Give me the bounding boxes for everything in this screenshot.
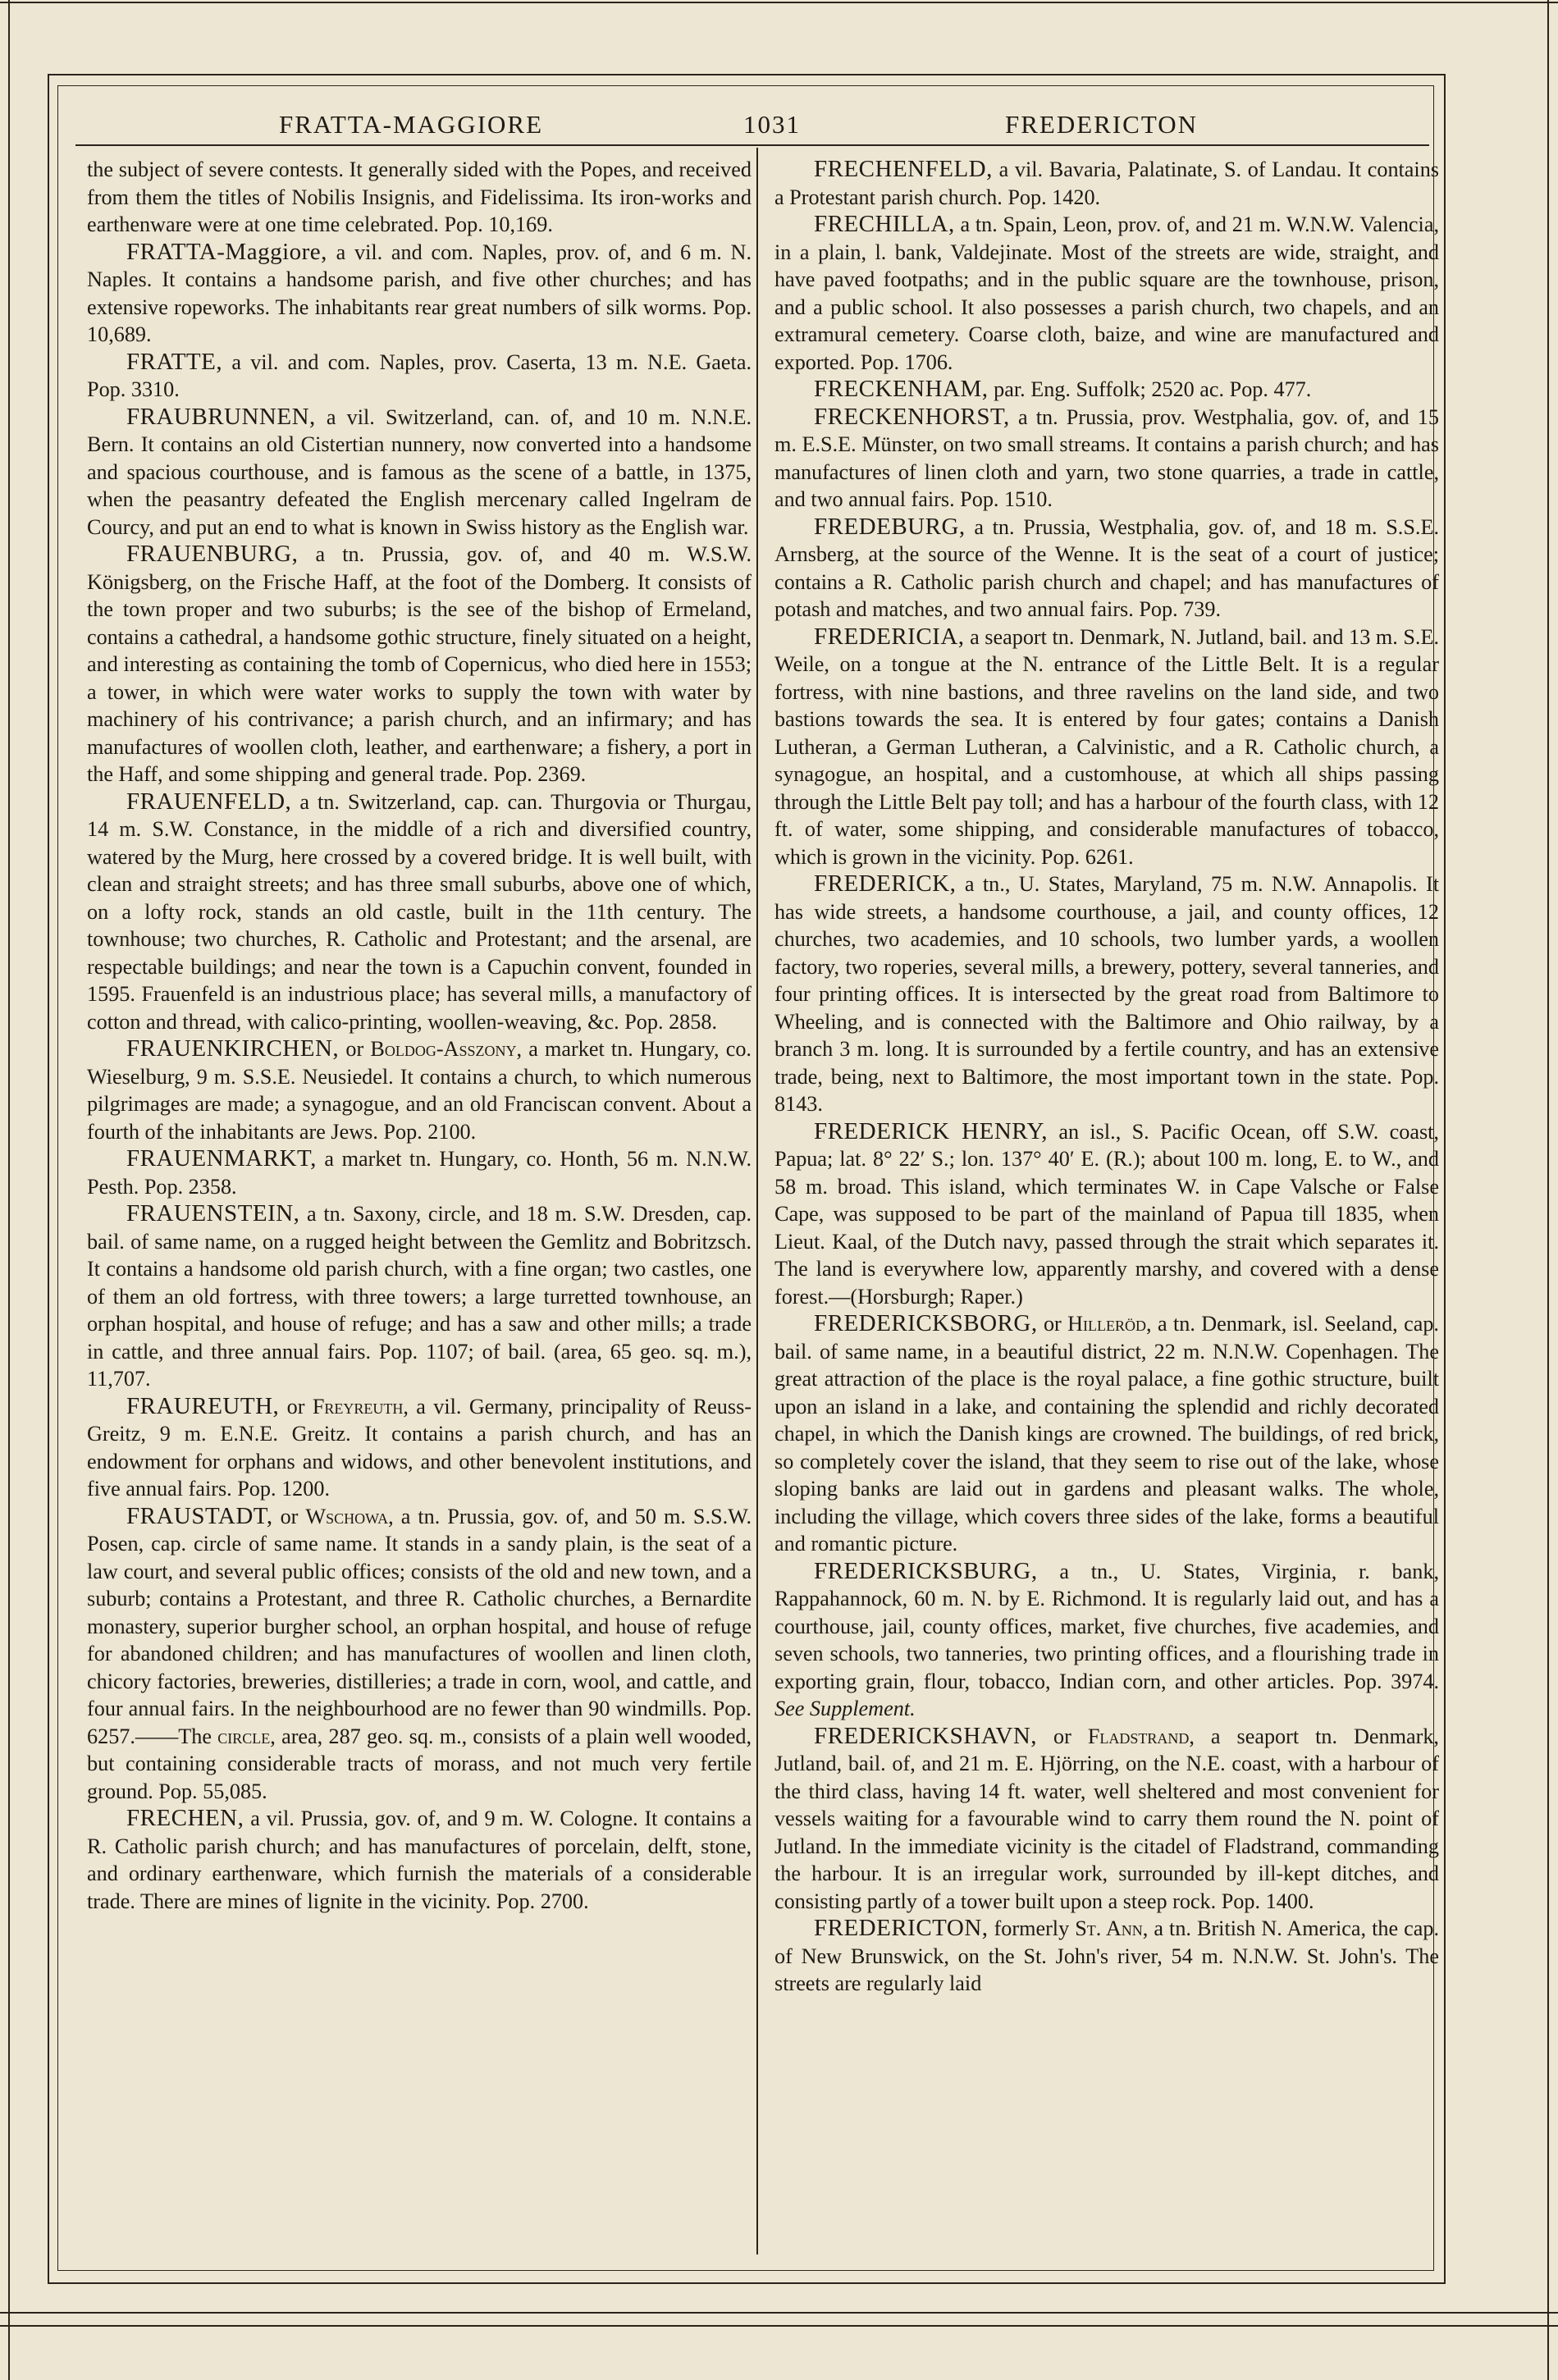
entry-frauenfeld: FRAUENFELD, a tn. Switzerland, cap. can. Thurgovia or Thurgau, 14 m. S.W. Constance, in the middle of a rich and diversified country, watered by the Murg, here crossed by a covered bridge. It is well built, with clean and straight streets; and has three small suburbs, above one of which, on a lofty rock, stands an old castle, built in the 11th century. The townhouse; two churches, R. Catholic and Protestant; and the arsenal, are respectable buildings; and near the town is a Capuchin convent, founded in 1595. Frauenfeld is an industrious place; has several mills, a manufactory of cotton and thread, with calico-printing, woollen-weaving, &c. Pop. 2858. bbox=[87, 788, 752, 1034]
alt-name: Boldog-Asszony, bbox=[370, 1037, 523, 1061]
bottom-rule-2 bbox=[0, 2325, 1558, 2327]
entry-frechenfeld: FRECHENFELD, a vil. Bavaria, Palatinate, S. of Landau. It contains a Protestant parish church. Pop. 1420. bbox=[774, 156, 1439, 209]
alt-name: Freyreuth, bbox=[312, 1394, 409, 1418]
headword: FRECKENHAM, bbox=[814, 376, 989, 402]
headword: FRAUENKIRCHEN, bbox=[126, 1035, 340, 1062]
headword: FREDERICKSBORG, bbox=[814, 1310, 1038, 1336]
entry-fredericksburg: FREDERICKSBURG, a tn., U. States, Virginia, r. bank, Rappahannock, 60 m. N. by E. Richmond. It is regularly laid out, and has a courthouse, jail, county offices, market, five churches, five academies, and seven schools, two tanneries, two printing offices, and a flourishing trade in exporting grain, flour, tobacco, Indian corn, and other articles. Pop. 3974. See Supplement. bbox=[774, 1557, 1439, 1720]
headword: FREDERICKSHAVN, bbox=[814, 1722, 1038, 1749]
entry-fraureuth: FRAUREUTH, or Freyreuth, a vil. Germany, principality of Reuss-Greitz, 9 m. E.N.E. Greitz. It contains a parish church, and has an endowment for orphans and widows, and other benevolent institutions, and five annual fairs. Pop. 1200. bbox=[87, 1392, 752, 1501]
headword: FREDERICK, bbox=[814, 870, 957, 897]
right-column bbox=[774, 156, 1439, 1998]
entry-frauenmarkt: FRAUENMARKT, a market tn. Hungary, co. Honth, 56 m. N.N.W. Pesth. Pop. 2358. bbox=[87, 1145, 752, 1199]
entry-frederick: FREDERICK, a tn., U. States, Maryland, 75 m. N.W. Annapolis. It has wide streets, a handsome courthouse, a jail, and county offices, 12 churches, two academies, and 10 schools, two lumber yards, a woollen factory, two roperies, several mills, a brewery, pottery, several tanneries, and four printing offices. It is intersected by the great road from Baltimore to Wheeling, and is connected with the Baltimore and Ohio railway, by a branch 3 m. long. It is surrounded by a fertile country, and has an extensive trade, being, next to Baltimore, the most important town in the state. Pop. 8143. bbox=[774, 870, 1439, 1116]
left-column bbox=[87, 156, 752, 1915]
headword: FRAUSTADT, bbox=[126, 1502, 273, 1529]
entry-frauenburg: FRAUENBURG, a tn. Prussia, gov. of, and 40 m. W.S.W. Königsberg, on the Frische Haff, at the foot of the Domberg. It consists of the town proper and two suburbs; is the see of the bishop of Ermeland, contains a cathedral, a handsome gothic structure, finely situated on a height, and interesting as containing the tomb of Copernicus, who died here in 1553; a tower, in which were water works to supply the town with water by machinery of his contrivance; a parish church, and an infirmary; and has manufactures of woollen cloth, leather, and earthenware; a fishery, a port in the Haff, and some shipping and general trade. Pop. 2369. bbox=[87, 541, 752, 786]
page-number: 1031 bbox=[743, 110, 801, 139]
entry-fratte: FRATTE, a vil. and com. Naples, prov. Caserta, 13 m. N.E. Gaeta. Pop. 3310. bbox=[87, 348, 752, 401]
alt-name: Wschowa, bbox=[305, 1504, 394, 1528]
headword: FRECHENFELD, bbox=[814, 156, 993, 182]
headword: FRAUENFELD, bbox=[126, 788, 292, 815]
header-right-keyword: FREDERICTON bbox=[1005, 110, 1199, 139]
page-bottom-margin bbox=[0, 2297, 1558, 2380]
entry-fredericksborg: FREDERICKSBORG, or Hilleröd, a tn. Denmark, isl. Seeland, cap. bail. of same name, in a beautiful district, 22 m. N.N.W. Copenhagen. The great attraction of the place is the royal palace, a fine gothic structure, built upon an island in a lake, and containing the splendid and richly decorated chapel, in which the Danish kings are crowned. The buildings, of red brick, so completely cover the island, that they seem to rise out of the lake, whose sloping banks are laid out in gardens and pleasant walks. The whole, including the village, which covers three sides of the lake, forms a beautiful and romantic picture. bbox=[774, 1310, 1439, 1555]
headword: FREDERICTON, bbox=[814, 1915, 989, 1941]
entry-fraustadt: FRAUSTADT, or Wschowa, a tn. Prussia, gov. of, and 50 m. S.S.W. Posen, cap. circle of same name. It stands in a sandy plain, is the seat of a law court, and several public offices; consists of the old and new town, and a suburb; contains a Protestant, and three R. Catholic churches, a Bernardite monastery, superior burgher school, an orphan hospital, and house of refuge for abandoned children; and has manufactures of woollen and linen cloth, chicory factories, breweries, distilleries; a trade in corn, wool, and cattle, and four annual fairs. In the neighbourhood are no fewer than 90 windmills. Pop. 6257.——The circle, area, 287 geo. sq. m., consists of a plain well wooded, but containing considerable tracts of morass, and not much very fertile ground. Pop. 55,085. bbox=[87, 1502, 752, 1803]
circle-label: circle, bbox=[217, 1724, 276, 1748]
top-edge-line bbox=[0, 2, 1558, 3]
entry-fraubrunnen: FRAUBRUNNEN, a vil. Switzerland, can. of, and 10 m. N.N.E. Bern. It contains an old Cistertian nunnery, now converted into a handsome and spacious courthouse, and is famous as the scene of a battle, in 1375, when the peasantry defeated the English mercenary called Ingelram de Courcy, and put an end to what is known in Swiss history as the English war. bbox=[87, 403, 752, 539]
entry-frauenstein: FRAUENSTEIN, a tn. Saxony, circle, and 18 m. S.W. Dresden, cap. bail. of same name, on a rugged height between the Gemlitz and Bobritzsch. It contains a handsome old parish church, with a fine organ; two castles, one of them an old fortress, with three towers; a large turretted townhouse, an orphan hospital, and house of refuge; and has a saw and other mills; a trade in cattle, and three annual fairs. Pop. 1107; of bail. (area, 65 geo. sq. m.), 11,707. bbox=[87, 1200, 752, 1391]
headword: FREDERICK HENRY, bbox=[814, 1117, 1048, 1144]
entry-fredeburg: FREDEBURG, a tn. Prussia, Westphalia, gov. of, and 18 m. S.S.E. Arnsberg, at the source of the Wenne. It is the seat of a court of justice; contains a R. Catholic parish church and chapel; and has manufactures of potash and matches, and two annual fairs. Pop. 739. bbox=[774, 513, 1439, 621]
bottom-rule-1 bbox=[0, 2312, 1558, 2314]
headword: FRECKENHORST, bbox=[814, 403, 1010, 430]
headword: FRECHILLA, bbox=[814, 211, 955, 237]
alt-name: Hilleröd, bbox=[1067, 1312, 1152, 1336]
entry-frechen: FRECHEN, a vil. Prussia, gov. of, and 9 m. W. Cologne. It contains a R. Catholic parish church; and has manufactures of porcelain, delft, stone, and ordinary earthenware, which furnish the materials of a considerable trade. There are mines of lignite in the vicinity. Pop. 2700. bbox=[87, 1805, 752, 1913]
right-edge-rule bbox=[1547, 0, 1549, 2380]
header-left-keyword: FRATTA-MAGGIORE bbox=[279, 110, 544, 139]
entry-frederick-henry: FREDERICK HENRY, an isl., S. Pacific Ocean, off S.W. coast, Papua; lat. 8° 22′ S.; lon. 137° 40′ E. (R.); about 100 m. long, E. to W., and 58 m. broad. This island, which terminates W. in Cape Valsche or False Cape, was supposed to be part of the mainland of Papua till 1835, when Lieut. Kaal, of the Dutch navy, passed through the strait which separates it. The land is everywhere low, apparently marshy, and covered with a dense forest.—(Horsburgh; Raper.) bbox=[774, 1117, 1439, 1309]
entry-fredericton: FREDERICTON, formerly St. Ann, a tn. British N. America, the cap. of New Brunswick, on the St. John's river, 54 m. N.N.W. St. John's. The streets are regularly laid bbox=[774, 1915, 1439, 1995]
headword: FRAUBRUNNEN, bbox=[126, 403, 316, 430]
header-rule bbox=[75, 144, 1429, 146]
alt-name: Fladstrand, bbox=[1087, 1724, 1195, 1748]
running-header bbox=[66, 97, 1428, 151]
headword: FRAUENMARKT, bbox=[126, 1145, 317, 1172]
alt-name: St. Ann, bbox=[1075, 1916, 1149, 1940]
headword: FRATTE, bbox=[126, 348, 223, 375]
headword: FREDERICKSBURG, bbox=[814, 1557, 1038, 1584]
headword: FRAUENBURG, bbox=[126, 541, 299, 567]
entry-frauenkirchen: FRAUENKIRCHEN, or Boldog-Asszony, a market tn. Hungary, co. Wieselburg, 9 m. S.S.E. Neusiedel. It contains a church, to which numerous pilgrimages are made; a synagogue, and an old Franciscan convent. About a fourth of the inhabitants are Jews. Pop. 2100. bbox=[87, 1035, 752, 1144]
entry-frederickshavn: FREDERICKSHAVN, or Fladstrand, a seaport tn. Denmark, Jutland, bail. of, and 21 m. E. Hjörring, on the N.E. coast, with a harbour of the third class, having 14 ft. water, well sheltered and most convenient for vessels waiting for a favourable wind to carry them round the N. point of Jutland. In the immediate vicinity is the citadel of Fladstrand, commanding the harbour. It is an irregular work, surrounded by ill-kept ditches, and consisting partly of a tower built upon a steep rock. Pop. 1400. bbox=[774, 1722, 1439, 1913]
entry-continuation: the subject of severe contests. It generally sided with the Popes, and received from them the titles of Nobilis Insignis, and Fidelissima. Its iron-works and earthenware were at one time celebrated. Pop. 10,169. bbox=[87, 158, 752, 236]
see-supplement-reference: See Supplement. bbox=[774, 1697, 916, 1720]
headword: FRAUREUTH, bbox=[126, 1392, 280, 1419]
entry-freckenhorst: FRECKENHORST, a tn. Prussia, prov. Westphalia, gov. of, and 15 m. E.S.E. Münster, on two small streams. It contains a parish church; and has manufactures of linen cloth and yarn, two stone quarries, a trade in cattle, and two annual fairs. Pop. 1510. bbox=[774, 403, 1439, 511]
left-binding-rule bbox=[8, 0, 10, 2380]
column-divider bbox=[756, 148, 758, 2254]
entry-freckenham: FRECKENHAM, par. Eng. Suffolk; 2520 ac. Pop. 477. bbox=[814, 376, 1312, 402]
entry-fredericia: FREDERICIA, a seaport tn. Denmark, N. Jutland, bail. and 13 m. S.E. Weile, on a tongue at the N. entrance of the Little Belt. It is a regular fortress, with nine bastions, and three ravelins on the land side, and two bastions towards the sea. It is entered by four gates; contains a Danish Lutheran, a German Lutheran, a Calvinistic, and a R. Catholic church, a synagogue, an hospital, and a customhouse, at which all ships passing through the Little Belt pay toll; and has a harbour of the fourth class, with 12 ft. of water, some shipping, and considerable manufactures of tobacco, which is grown in the vicinity. Pop. 6261. bbox=[774, 623, 1439, 869]
entry-fratta-maggiore: FRATTA-Maggiore, a vil. and com. Naples, prov. of, and 6 m. N. Naples. It contains a handsome parish, and five other churches; and has extensive ropeworks. The inhabitants rear great numbers of silk worms. Pop. 10,689. bbox=[87, 238, 752, 346]
entry-frechilla: FRECHILLA, a tn. Spain, Leon, prov. of, and 21 m. W.N.W. Valencia, in a plain, l. bank, Valdejinate. Most of the streets are wide, straight, and have paved footpaths; and in the public square are the townhouse, prison, and a public school. It also possesses a parish church, two chapels, and an extramural cemetery. Coarse cloth, baize, and wine are manufactured and exported. Pop. 1706. bbox=[774, 211, 1439, 374]
headword: FREDEBURG, bbox=[814, 513, 966, 540]
headword: FRAUENSTEIN, bbox=[126, 1200, 300, 1227]
headword: FRECHEN, bbox=[126, 1805, 244, 1831]
headword: FRATTA-Maggiore, bbox=[126, 238, 327, 265]
headword: FREDERICIA, bbox=[814, 623, 965, 650]
